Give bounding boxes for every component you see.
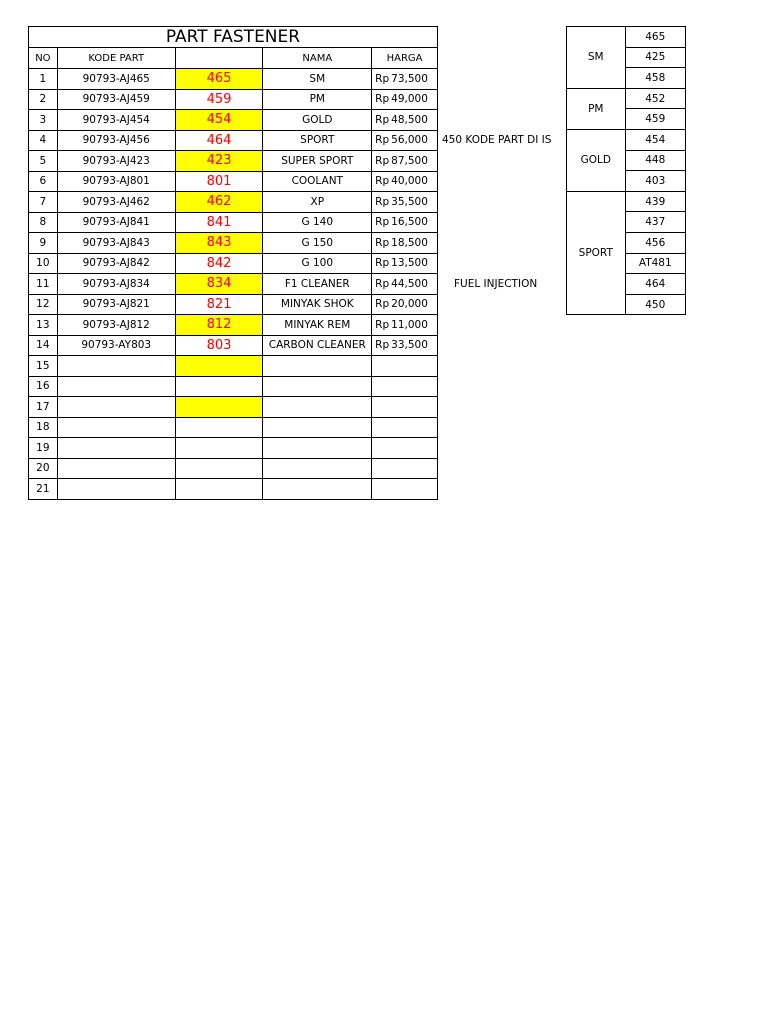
fuel-injection-note: FUEL INJECTION xyxy=(454,278,538,290)
table-row xyxy=(29,315,438,336)
row-nama: G 140 xyxy=(263,212,372,233)
row-nama: GOLD xyxy=(263,110,372,131)
currency-label: Rp xyxy=(375,236,390,249)
table-row xyxy=(29,397,438,418)
row-harga xyxy=(372,479,438,500)
row-nama xyxy=(263,397,372,418)
row-code: 459 xyxy=(175,89,263,110)
row-kode-part: 90793-AJ456 xyxy=(57,130,175,151)
row-code: 821 xyxy=(175,294,263,315)
currency-label: Rp xyxy=(375,318,390,331)
row-nama: COOLANT xyxy=(263,171,372,192)
side-value: 439 xyxy=(625,191,685,212)
row-kode-part xyxy=(57,356,175,377)
row-harga xyxy=(372,212,438,233)
side-value: 448 xyxy=(625,150,685,171)
table-row xyxy=(29,192,438,213)
row-no: 15 xyxy=(29,356,58,377)
row-kode-part xyxy=(57,479,175,500)
row-no: 1 xyxy=(29,69,58,90)
row-code xyxy=(175,417,263,438)
side-value: 454 xyxy=(625,129,685,150)
table-row xyxy=(29,253,438,274)
currency-label: Rp xyxy=(375,93,390,106)
table-title: PART FASTENER xyxy=(29,27,438,48)
currency-label: Rp xyxy=(375,175,390,188)
table-row xyxy=(29,479,438,500)
row-harga xyxy=(372,110,438,131)
table-row xyxy=(29,130,438,151)
row-no: 20 xyxy=(29,458,58,479)
table-row xyxy=(29,356,438,377)
row-nama xyxy=(263,479,372,500)
price-value: 56,000 xyxy=(391,134,428,147)
row-no: 3 xyxy=(29,110,58,131)
table-row xyxy=(29,171,438,192)
row-code xyxy=(175,356,263,377)
row-code: 842 xyxy=(175,253,263,274)
row-code: 801 xyxy=(175,171,263,192)
side-value: 452 xyxy=(625,88,685,109)
table-row xyxy=(29,417,438,438)
row-harga xyxy=(372,315,438,336)
price-value: 87,500 xyxy=(391,154,428,167)
table-row xyxy=(29,89,438,110)
currency-label: Rp xyxy=(375,195,390,208)
row-harga xyxy=(372,171,438,192)
row-code: 841 xyxy=(175,212,263,233)
row-harga xyxy=(372,89,438,110)
row-harga xyxy=(372,274,438,295)
row-code xyxy=(175,458,263,479)
side-row xyxy=(567,27,686,48)
side-group-sm: SM xyxy=(567,27,626,89)
row-code xyxy=(175,438,263,459)
header-row xyxy=(29,48,438,69)
row-kode-part xyxy=(57,376,175,397)
row-code xyxy=(175,479,263,500)
side-value: 425 xyxy=(625,47,685,68)
table-row xyxy=(29,233,438,254)
row-no: 10 xyxy=(29,253,58,274)
row-harga xyxy=(372,69,438,90)
row-kode-part: 90793-AJ841 xyxy=(57,212,175,233)
table-row xyxy=(29,376,438,397)
row-harga xyxy=(372,253,438,274)
row-kode-part: 90793-AJ834 xyxy=(57,274,175,295)
row-kode-part: 90793-AJ465 xyxy=(57,69,175,90)
row-nama: G 150 xyxy=(263,233,372,254)
currency-label: Rp xyxy=(375,72,390,85)
header-harga: HARGA xyxy=(372,48,438,69)
row-kode-part: 90793-AJ423 xyxy=(57,151,175,172)
row-no: 14 xyxy=(29,335,58,356)
row-no: 19 xyxy=(29,438,58,459)
row-code: 465 xyxy=(175,69,263,90)
table-row xyxy=(29,274,438,295)
row-no: 6 xyxy=(29,171,58,192)
side-row xyxy=(567,88,686,109)
row-code xyxy=(175,397,263,418)
row-harga xyxy=(372,294,438,315)
side-value: 458 xyxy=(625,68,685,89)
currency-label: Rp xyxy=(375,339,390,352)
row-nama: SM xyxy=(263,69,372,90)
row-no: 8 xyxy=(29,212,58,233)
row-nama xyxy=(263,438,372,459)
side-group-pm: PM xyxy=(567,88,626,129)
row-no: 11 xyxy=(29,274,58,295)
price-value: 20,000 xyxy=(391,298,428,311)
price-value: 40,000 xyxy=(391,175,428,188)
price-value: 44,500 xyxy=(391,277,428,290)
row-kode-part: 90793-AJ454 xyxy=(57,110,175,131)
row-nama xyxy=(263,356,372,377)
side-row xyxy=(567,191,686,212)
row-code: 834 xyxy=(175,274,263,295)
row-no: 5 xyxy=(29,151,58,172)
row-code: 462 xyxy=(175,192,263,213)
currency-label: Rp xyxy=(375,134,390,147)
currency-label: Rp xyxy=(375,216,390,229)
header-code xyxy=(175,48,263,69)
price-value: 33,500 xyxy=(391,339,428,352)
row-kode-part: 90793-AJ843 xyxy=(57,233,175,254)
price-value: 16,500 xyxy=(391,216,428,229)
side-value: AT481 xyxy=(625,253,685,274)
table-row xyxy=(29,438,438,459)
table-row xyxy=(29,458,438,479)
row-harga xyxy=(372,397,438,418)
side-value: 450 xyxy=(625,294,685,315)
row-kode-part xyxy=(57,438,175,459)
side-code-table xyxy=(566,26,686,315)
side-value: 456 xyxy=(625,232,685,253)
row-harga xyxy=(372,417,438,438)
row-nama: G 100 xyxy=(263,253,372,274)
price-value: 48,500 xyxy=(391,113,428,126)
row-code: 454 xyxy=(175,110,263,131)
row-kode-part xyxy=(57,458,175,479)
row-no: 12 xyxy=(29,294,58,315)
row-nama: SUPER SPORT xyxy=(263,151,372,172)
part-fastener-table xyxy=(28,26,438,500)
currency-label: Rp xyxy=(375,298,390,311)
table-row xyxy=(29,151,438,172)
row-kode-part xyxy=(57,397,175,418)
row-no: 9 xyxy=(29,233,58,254)
row-code: 464 xyxy=(175,130,263,151)
row-kode-part: 90793-AJ459 xyxy=(57,89,175,110)
kode-part-note: 450 KODE PART DI IS xyxy=(442,134,552,146)
row-no: 4 xyxy=(29,130,58,151)
row-kode-part: 90793-AJ812 xyxy=(57,315,175,336)
row-harga xyxy=(372,438,438,459)
row-no: 16 xyxy=(29,376,58,397)
table-row xyxy=(29,69,438,90)
row-nama xyxy=(263,376,372,397)
side-value: 465 xyxy=(625,27,685,48)
header-kode-part: KODE PART xyxy=(57,48,175,69)
row-nama: SPORT xyxy=(263,130,372,151)
row-nama xyxy=(263,458,372,479)
row-harga xyxy=(372,192,438,213)
row-no: 21 xyxy=(29,479,58,500)
price-value: 49,000 xyxy=(391,93,428,106)
side-value: 403 xyxy=(625,171,685,192)
table-row xyxy=(29,294,438,315)
table-row xyxy=(29,110,438,131)
row-harga xyxy=(372,376,438,397)
side-value: 464 xyxy=(625,274,685,295)
price-value: 13,500 xyxy=(391,257,428,270)
row-code: 423 xyxy=(175,151,263,172)
table-row xyxy=(29,335,438,356)
row-nama xyxy=(263,417,372,438)
row-harga xyxy=(372,151,438,172)
row-kode-part: 90793-AJ842 xyxy=(57,253,175,274)
row-nama: PM xyxy=(263,89,372,110)
price-value: 11,000 xyxy=(391,318,428,331)
currency-label: Rp xyxy=(375,277,390,290)
side-value: 459 xyxy=(625,109,685,130)
row-code: 803 xyxy=(175,335,263,356)
price-value: 73,500 xyxy=(391,72,428,85)
row-no: 7 xyxy=(29,192,58,213)
row-no: 13 xyxy=(29,315,58,336)
side-group-gold: GOLD xyxy=(567,129,626,191)
row-harga xyxy=(372,130,438,151)
table-row xyxy=(29,212,438,233)
row-harga xyxy=(372,458,438,479)
row-harga xyxy=(372,356,438,377)
currency-label: Rp xyxy=(375,154,390,167)
row-nama: MINYAK SHOK xyxy=(263,294,372,315)
row-code: 812 xyxy=(175,315,263,336)
row-kode-part: 90793-AJ821 xyxy=(57,294,175,315)
row-no: 17 xyxy=(29,397,58,418)
row-harga xyxy=(372,335,438,356)
row-kode-part: 90793-AJ462 xyxy=(57,192,175,213)
row-nama: XP xyxy=(263,192,372,213)
header-nama: NAMA xyxy=(263,48,372,69)
row-nama: F1 CLEANER xyxy=(263,274,372,295)
row-kode-part: 90793-AY803 xyxy=(57,335,175,356)
row-nama: CARBON CLEANER xyxy=(263,335,372,356)
currency-label: Rp xyxy=(375,257,390,270)
side-group-sport: SPORT xyxy=(567,191,626,315)
currency-label: Rp xyxy=(375,113,390,126)
side-row xyxy=(567,129,686,150)
row-harga xyxy=(372,233,438,254)
row-no: 2 xyxy=(29,89,58,110)
price-value: 18,500 xyxy=(391,236,428,249)
header-no: NO xyxy=(29,48,58,69)
row-nama: MINYAK REM xyxy=(263,315,372,336)
price-value: 35,500 xyxy=(391,195,428,208)
row-code: 843 xyxy=(175,233,263,254)
row-kode-part xyxy=(57,417,175,438)
row-code xyxy=(175,376,263,397)
row-no: 18 xyxy=(29,417,58,438)
row-kode-part: 90793-AJ801 xyxy=(57,171,175,192)
side-value: 437 xyxy=(625,212,685,233)
